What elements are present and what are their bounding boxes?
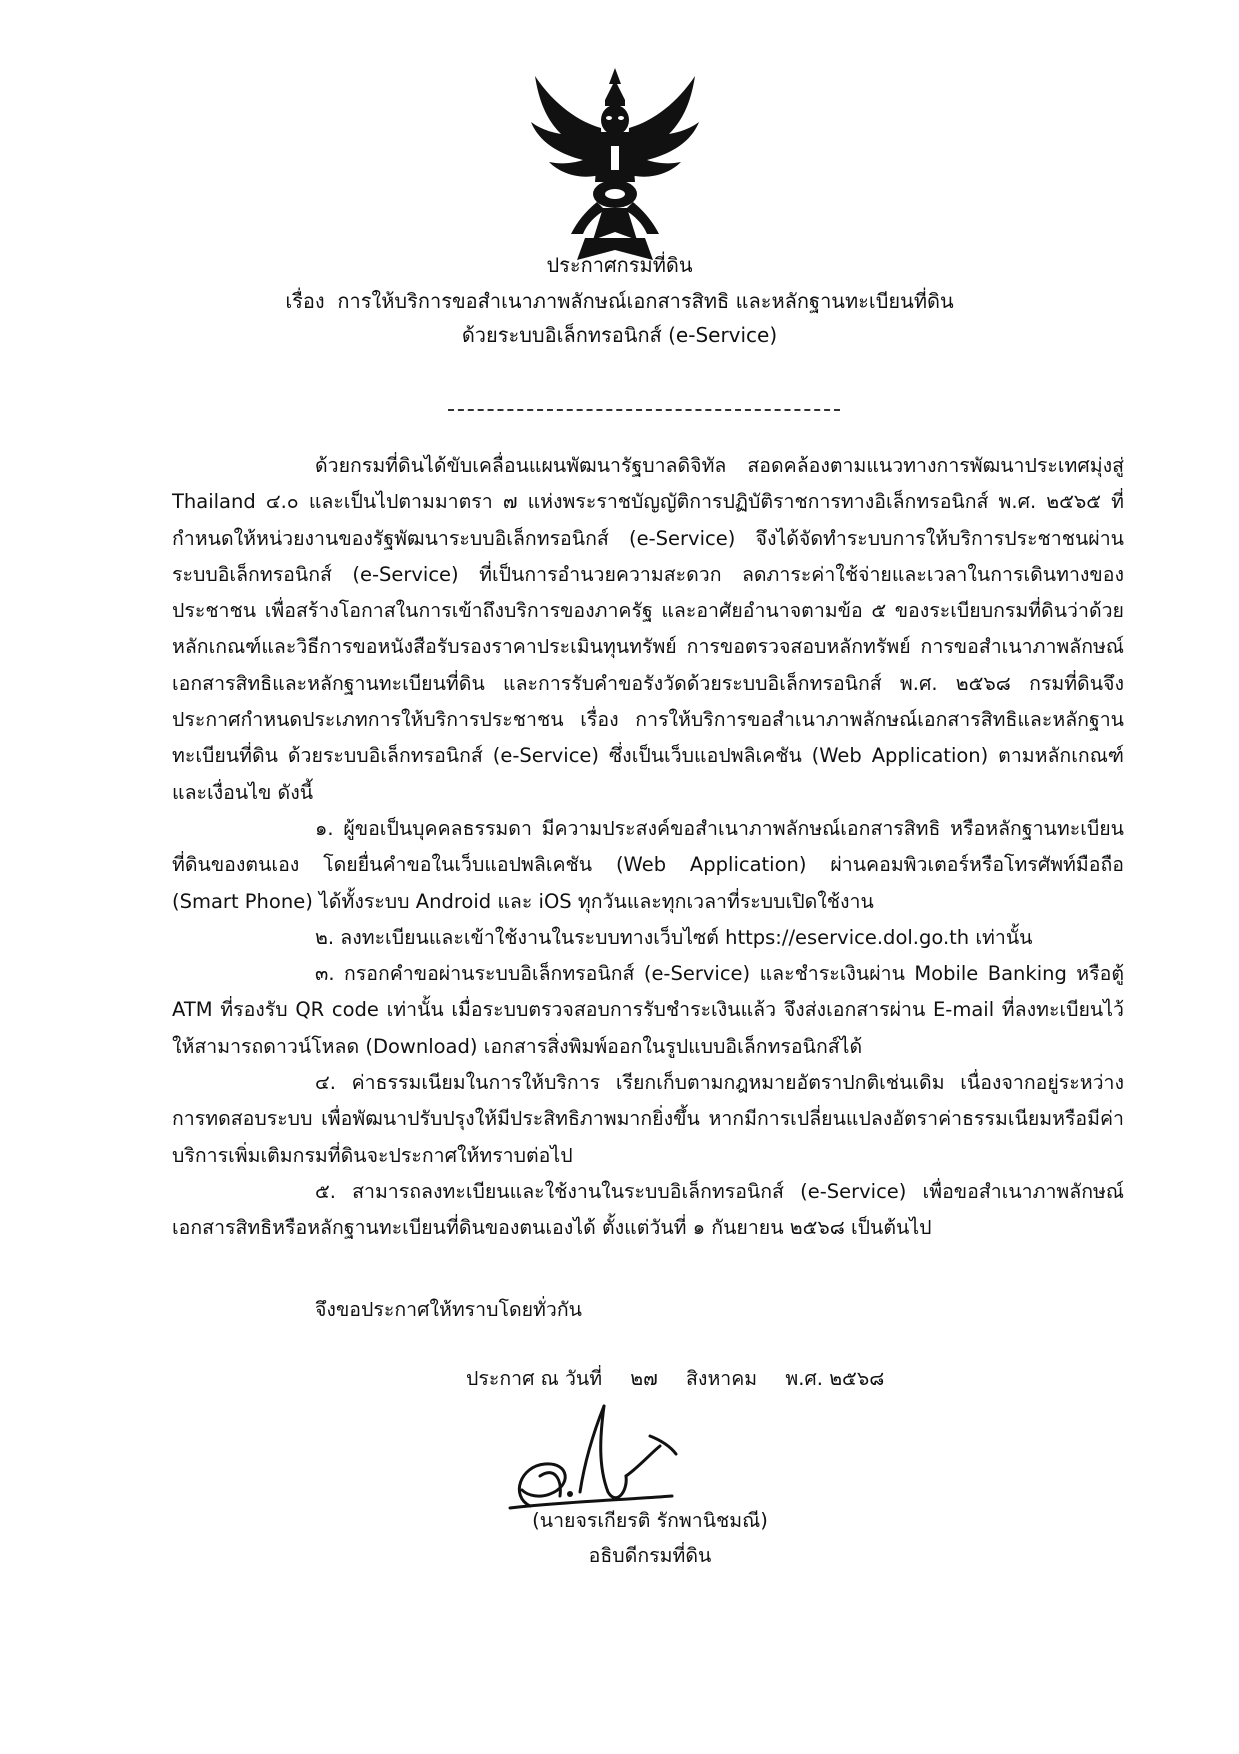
garuda-emblem-icon xyxy=(525,62,705,267)
document-title: ประกาศกรมที่ดิน xyxy=(546,253,693,277)
announcement-body xyxy=(172,448,1124,1247)
signer-name: (นายจรเกียรติ รักพานิชมณี) xyxy=(532,1509,768,1532)
announcement-date xyxy=(466,1364,906,1394)
date-month: สิงหาคม xyxy=(686,1367,758,1390)
intro-paragraph: ด้วยกรมที่ดินได้ขับเคลื่อนแผนพัฒนารัฐบาลดิจิทัล สอดคล้องตามแนวทางการพัฒนาประเทศมุ่งสู่ Thailand ๔.๐ และเป็นไปตามมาตรา ๗ แห่งพระราชบัญญัติการปฏิบัติราชการทางอิเล็กทรอนิกส์ พ.ศ. ๒๕๖๕ ที่กำหนดให้หน่วยงานของรัฐพัฒนาระบบอิเล็กทรอนิกส์ (e-Service) จึงได้จัดทำระบบการให้บริการประชาชนผ่านระบบอิเล็กทรอนิกส์ (e-Service) ที่เป็นการอำนวยความสะดวก ลดภาระค่าใช้จ่ายและเวลาในการเดินทางของประชาชน เพื่อสร้างโอกาสในการเข้าถึงบริการของภาครัฐ และอาศัยอำนาจตามข้อ ๕ ของระเบียบกรมที่ดินว่าด้วยหลักเกณฑ์และวิธีการขอหนังสือรับรองราคาประเมินทุนทรัพย์ การขอตรวจสอบหลักทรัพย์ การขอสำเนาภาพลักษณ์เอกสารสิทธิและหลักฐานทะเบียนที่ดิน และการรับคำขอรังวัดด้วยระบบอิเล็กทรอนิกส์ พ.ศ. ๒๕๖๘ กรมที่ดินจึงประกาศกำหนดประเภทการให้บริการประชาชน เรื่อง การให้บริการขอสำเนาภาพลักษณ์เอกสารสิทธิและหลักฐานทะเบียนที่ดิน ด้วยระบบอิเล็กทรอนิกส์ (e-Service) ซึ่งเป็นเว็บแอปพลิเคชัน (Web Application) ตามหลักเกณฑ์และเงื่อนไข ดังนี้ xyxy=(172,454,1124,804)
subject-text: การให้บริการขอสำเนาภาพลักษณ์เอกสารสิทธิ และหลักฐานทะเบียนที่ดิน xyxy=(337,289,954,313)
date-year: พ.ศ. ๒๕๖๘ xyxy=(785,1367,885,1390)
item-3: ๓. กรอกคำขอผ่านระบบอิเล็กทรอนิกส์ (e-Service) และชำระเงินผ่าน Mobile Banking หรือตู้ ATM ที่รองรับ QR code เท่านั้น เมื่อระบบตรวจสอบการรับชำระเงินแล้ว จึงส่งเอกสารผ่าน E-mail ที่ลงทะเบียนไว้ ให้สามารถดาวน์โหลด (Download) เอกสารสิ่งพิมพ์ออกในรูปแบบอิเล็กทรอนิกส์ได้ xyxy=(172,962,1124,1058)
item-5: ๕. สามารถลงทะเบียนและใช้งานในระบบอิเล็กทรอนิกส์ (e-Service) เพื่อขอสำเนาภาพลักษณ์เอกสารสิทธิหรือหลักฐานทะเบียนที่ดินของตนเองได้ ตั้งแต่วันที่ ๑ กันยายน ๒๕๖๘ เป็นต้นไป xyxy=(172,1179,1124,1240)
subject-label: เรื่อง xyxy=(285,289,325,313)
signer-title: อธิบดีกรมที่ดิน xyxy=(588,1544,712,1567)
closing-statement: จึงขอประกาศให้ทราบโดยทั่วกัน xyxy=(315,1298,582,1321)
date-day: ๒๗ xyxy=(630,1367,658,1390)
date-prefix: ประกาศ ณ วันที่ xyxy=(466,1367,603,1390)
subject-line-2: ด้วยระบบอิเล็กทรอนิกส์ (e-Service) xyxy=(461,323,778,347)
item-4: ๔. ค่าธรรมเนียมในการให้บริการ เรียกเก็บตามกฎหมายอัตราปกติเช่นเดิม เนื่องจากอยู่ระหว่างการทดสอบระบบ เพื่อพัฒนาปรับปรุงให้มีประสิทธิภาพมากยิ่งขึ้น หากมีการเปลี่ยนแปลงอัตราค่าธรรมเนียมหรือมีค่าบริการเพิ่มเติมกรมที่ดินจะประกาศให้ทราบต่อไป xyxy=(172,1071,1124,1167)
item-1: ๑. ผู้ขอเป็นบุคคลธรรมดา มีความประสงค์ขอสำเนาภาพลักษณ์เอกสารสิทธิ หรือหลักฐานทะเบียนที่ดินของตนเอง โดยยื่นคำขอในเว็บแอปพลิเคชัน (Web Application) ผ่านคอมพิวเตอร์หรือโทรศัพท์มือถือ (Smart Phone) ได้ทั้งระบบ Android และ iOS ทุกวันและทุกเวลาที่ระบบเปิดใช้งาน xyxy=(172,816,1124,913)
subject-line-1 xyxy=(0,286,1239,316)
item-2: ๒. ลงทะเบียนและเข้าใช้งานในระบบทางเว็บไซต์ https://eservice.dol.go.th เท่านั้น xyxy=(315,925,1033,949)
divider-line xyxy=(448,409,840,411)
